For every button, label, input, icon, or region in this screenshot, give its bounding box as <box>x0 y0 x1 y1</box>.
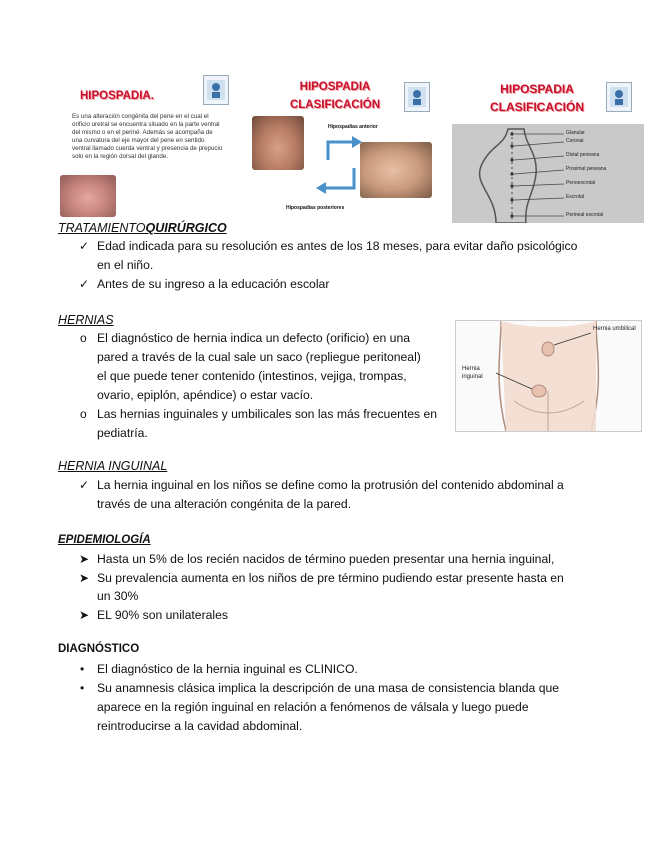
check-icon: ✓ <box>79 478 90 492</box>
posterior-label: Hipospadias posteriores <box>286 205 345 211</box>
classification-diagram <box>452 124 644 223</box>
slide-3-title: HIPOSPADIA CLASIFICACIÓN <box>490 82 584 114</box>
check-icon: ✓ <box>79 277 90 291</box>
slide-2-title: HIPOSPADIA CLASIFICACIÓN <box>289 81 381 111</box>
level-label: Penoescrotal <box>566 180 596 186</box>
slide-3 <box>452 78 644 223</box>
hypospadias-photo <box>60 175 116 217</box>
list-item: Su anamnesis clásica implica la descripción de una masa de consistencia blanda que <box>97 681 560 695</box>
list-item: pediatría. <box>97 426 148 440</box>
list-item: pared a través de la cual sale un saco (repliegue peritoneal) <box>97 350 421 364</box>
slide-1-text: Es una alteración congénita del pene en el cual el orificio uretral se encuentra situado en la parte ventral del mismo o en el periné. Además se acompaña de una curvatura del eje mayor del pene en sentido ventral llamado cuerda ventral y presencia de prepucio solo en la región dorsal del glande. <box>72 113 223 160</box>
section-heading-epidemiologia: EPIDEMIOLOGÍA <box>58 534 151 546</box>
list-item: Antes de su ingreso a la educación escolar <box>97 277 330 291</box>
section-heading-diagnostico: DIAGNÓSTICO <box>58 643 140 655</box>
hernia-figure <box>455 320 642 432</box>
list-item: EL 90% son unilaterales <box>97 608 228 622</box>
arrow-left-icon <box>312 166 358 200</box>
list-item: Las hernias inguinales y umbilicales son las más frecuentes en <box>97 407 438 421</box>
list-item: reintroducirse a la cavidad abdominal. <box>97 719 303 733</box>
hypospadias-posterior-photo <box>360 142 432 198</box>
arrow-bullet-icon: ➤ <box>79 552 90 566</box>
list-item: La hernia inguinal en los niños se define como la protrusión del contenido abdominal a <box>97 478 564 492</box>
arrow-bullet-icon: ➤ <box>79 608 90 622</box>
inguinal-hernia-label: Hernia inguinal <box>462 366 483 380</box>
level-label: Coronal <box>566 138 584 144</box>
umbilical-hernia-label: Hernia umbilical <box>593 326 636 332</box>
list-item: en el niño. <box>97 258 154 272</box>
circle-bullet-icon: o <box>80 331 87 345</box>
level-label: Distal peneana <box>566 152 600 158</box>
list-item: un 30% <box>97 589 139 603</box>
list-item: el que puede tener contenido (intestinos, vejiga, trompas, <box>97 369 407 383</box>
list-item: El diagnóstico de hernia indica un defecto (orificio) en una <box>97 331 411 345</box>
level-label: Escrotal <box>566 194 585 200</box>
slide-1-title: HIPOSPADIA. <box>80 90 154 102</box>
list-item: aparece en la región inguinal en relación a fenómenos de válsala y luego puede <box>97 700 529 714</box>
section-heading-hernias: HERNIAS <box>58 313 114 327</box>
dot-bullet-icon: • <box>80 681 85 695</box>
section-heading-hernia-inguinal: HERNIA INGUINAL <box>58 459 168 473</box>
list-item: Hasta un 5% de los recién nacidos de término pueden presentar una hernia inguinal, <box>97 552 555 566</box>
list-item: través de una alteración congénita de la pared. <box>97 497 352 511</box>
section-heading-tratamiento <box>58 221 227 235</box>
list-item: Edad indicada para su resolución es antes de los 18 meses, para evitar daño psicológico <box>97 239 578 253</box>
level-label: Perineal escrotal <box>566 212 604 218</box>
check-icon: ✓ <box>79 239 90 253</box>
list-item: Su prevalencia aumenta en los niños de pre término pudiendo estar presente hasta en <box>97 571 564 585</box>
clinic-logo-icon <box>404 82 430 112</box>
arrow-bullet-icon: ➤ <box>79 571 90 585</box>
list-item: El diagnóstico de la hernia inguinal es CLINICO. <box>97 662 358 676</box>
list-item: ovario, epiplón, apéndice) o estar vacío. <box>97 388 314 402</box>
clinic-logo-icon <box>203 75 229 105</box>
level-label: Proximal peneana <box>566 166 607 172</box>
circle-bullet-icon: o <box>80 407 87 421</box>
anterior-label: Hipospadias anterior <box>328 124 378 130</box>
dot-bullet-icon: • <box>80 662 85 676</box>
arrow-right-icon <box>324 132 364 162</box>
slide-1 <box>60 75 236 215</box>
level-label: Glanular <box>566 130 585 136</box>
slide-2 <box>248 78 432 218</box>
hypospadias-anterior-photo <box>252 116 304 170</box>
heading-part-1: TRATAMIENTO <box>58 221 146 235</box>
clinic-logo-icon <box>606 82 632 112</box>
heading-part-2: QUIRÚRGICO <box>145 221 227 235</box>
